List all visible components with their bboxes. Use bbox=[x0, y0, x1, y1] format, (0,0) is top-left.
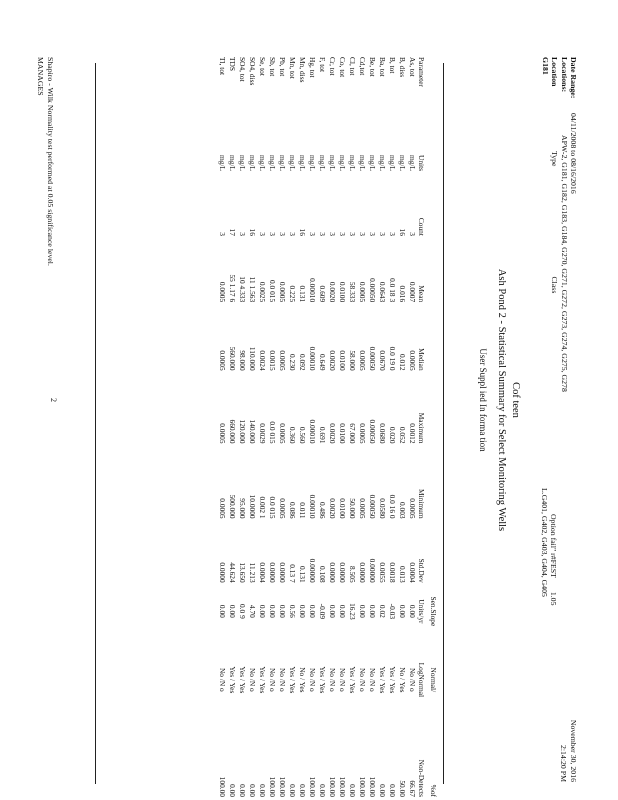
cell-units: mg/L bbox=[228, 155, 237, 172]
footer-rule bbox=[95, 63, 96, 784]
cell-minimum: 0.002 1 bbox=[258, 496, 267, 519]
cell-parameter: TDS bbox=[228, 57, 237, 71]
cell-maximum: 0.00010 bbox=[308, 419, 317, 444]
cell-nd: 100.00 bbox=[338, 776, 347, 797]
cell-count: 16 bbox=[248, 228, 257, 236]
cell-median: 0.00010 bbox=[308, 346, 317, 371]
cell-count: 3 bbox=[348, 232, 357, 236]
cell-count: 3 bbox=[288, 232, 297, 236]
cell-mean: 0.00050 bbox=[368, 278, 377, 303]
cell-units: mg/L bbox=[298, 155, 307, 172]
cell-minimum: 0.003 bbox=[398, 501, 407, 519]
locations-label: Locations: bbox=[559, 57, 569, 93]
cell-median: 0.0005 bbox=[278, 350, 287, 371]
title-line-2: Ash Pond 2 - Statistical Summary for Select Monitoring Wells bbox=[496, 268, 508, 532]
cell-maximum: 0.560 bbox=[298, 426, 307, 444]
cell-nd: 0.00 bbox=[288, 784, 297, 797]
cell-units: mg/L bbox=[358, 155, 367, 172]
cell-maximum: 0.0005 bbox=[358, 423, 367, 444]
cell-normal: No / Yes bbox=[398, 667, 407, 693]
cell-median: 98.000 bbox=[238, 350, 247, 371]
cell-parameter: Mn, diss bbox=[298, 57, 307, 83]
cell-minimum: 0.0580 bbox=[378, 498, 387, 519]
cell-count: 3 bbox=[308, 232, 317, 236]
cell-normal: Yes / Yes bbox=[288, 666, 297, 694]
cell-count: 3 bbox=[378, 232, 387, 236]
location-type-label: Type bbox=[550, 151, 560, 167]
cell-mean: 0.0020 bbox=[328, 281, 337, 303]
col-sen-slope-2: Units/yr bbox=[417, 599, 427, 624]
cell-normal: No /N o bbox=[268, 667, 277, 692]
cell-parameter: Cr, tot bbox=[328, 57, 337, 76]
table-row bbox=[367, 57, 377, 797]
cell-units: mg/L bbox=[398, 155, 407, 172]
table-row bbox=[297, 57, 307, 797]
cell-mean: 11 1.563 bbox=[248, 276, 257, 303]
cell-mean: 0.00010 bbox=[308, 278, 317, 303]
print-timestamp bbox=[559, 720, 578, 782]
cell-parameter: SO4, tot bbox=[238, 57, 247, 82]
cell-maximum: 0.0020 bbox=[328, 423, 337, 444]
cell-normal: No /N o bbox=[358, 667, 367, 692]
cell-count: 3 bbox=[238, 232, 247, 236]
table-row bbox=[337, 57, 347, 797]
cell-mean: 0.0 18 3 bbox=[388, 278, 397, 303]
date-range-label: Date Range: bbox=[569, 57, 578, 99]
cell-median: 0.649 bbox=[318, 354, 327, 371]
cell-median: 0.0005 bbox=[408, 350, 417, 371]
cell-maximum: 0.0100 bbox=[338, 423, 347, 444]
locations-value: APW-2, G181, G182, G183, G184, G270, G271, G272, G273, G274, G275, G278 bbox=[559, 135, 569, 392]
cell-normal: No /N o bbox=[328, 667, 337, 692]
cell-std-dev: 0.0055 bbox=[378, 562, 387, 583]
cell-mean: 58.333 bbox=[348, 281, 357, 303]
cell-normal: No /N o bbox=[248, 667, 257, 692]
cell-parameter: B, diss bbox=[398, 57, 407, 78]
cell-maximum: 0.691 bbox=[318, 426, 327, 444]
cell-normal: No /N o bbox=[218, 667, 227, 692]
table-row bbox=[407, 57, 417, 797]
cell-sen-slope: 0.0 9 bbox=[238, 603, 247, 619]
cell-minimum: 0.0005 bbox=[358, 498, 367, 519]
cell-std-dev: 0.0004 bbox=[258, 562, 267, 583]
cell-median: 110.000 bbox=[248, 346, 257, 371]
cell-nd: 0.00 bbox=[348, 784, 357, 797]
cell-nd: 0.00 bbox=[388, 784, 397, 797]
table-row bbox=[307, 57, 317, 797]
cell-sen-slope: 0.00 bbox=[258, 604, 267, 618]
cell-mean: 10 4.333 bbox=[238, 276, 247, 303]
cell-parameter: F, tot bbox=[318, 57, 327, 73]
cell-nd: 66.67 bbox=[408, 780, 417, 797]
cell-sen-slope: 0.00 bbox=[278, 604, 287, 618]
cell-sen-slope: 0.00 bbox=[298, 604, 307, 618]
cell-mean: 0.0005 bbox=[358, 281, 367, 303]
cell-minimum: 0.00010 bbox=[308, 494, 317, 519]
cell-minimum: 0.0 015 bbox=[268, 496, 277, 519]
cell-normal: Yes / Yes bbox=[378, 666, 387, 694]
cell-std-dev: 0.108 bbox=[318, 566, 327, 583]
cell-count: 3 bbox=[338, 232, 347, 236]
cell-std-dev: 0.00000 bbox=[308, 558, 317, 583]
cell-minimum: 500.000 bbox=[228, 494, 237, 519]
cell-median: 0.0100 bbox=[338, 350, 347, 371]
cell-median: 0.0 19 0 bbox=[388, 346, 397, 371]
g181-label: G181 bbox=[540, 57, 550, 75]
title-line-1: Cof teen bbox=[510, 382, 521, 418]
cell-minimum: 95.000 bbox=[238, 498, 247, 519]
statistics-table bbox=[217, 57, 439, 797]
cell-units: mg/L bbox=[368, 155, 377, 172]
option-line bbox=[549, 514, 558, 605]
cell-count: 17 bbox=[228, 228, 237, 236]
header-rule bbox=[443, 63, 444, 784]
cell-maximum: 660.000 bbox=[228, 419, 237, 444]
cell-parameter: Hg, tot bbox=[308, 57, 317, 78]
cell-units: mg/L bbox=[388, 155, 397, 172]
cell-maximum: 0.0005 bbox=[218, 423, 227, 444]
cell-count: 3 bbox=[408, 232, 417, 236]
cell-std-dev: 0.0018 bbox=[388, 562, 397, 583]
cell-nd: 100.00 bbox=[278, 776, 287, 797]
cell-units: mg/L bbox=[308, 155, 317, 172]
cell-count: 3 bbox=[318, 232, 327, 236]
col-units: Units bbox=[417, 155, 427, 172]
cell-mean: 0.016 bbox=[398, 285, 407, 303]
cell-minimum: 50.000 bbox=[348, 498, 357, 519]
cell-normal: No /N o bbox=[278, 667, 287, 692]
footer-manages: MANAGES bbox=[36, 57, 45, 96]
locations-line bbox=[559, 57, 568, 392]
cell-parameter: Tl, tot bbox=[218, 57, 227, 76]
cell-std-dev: 13.650 bbox=[238, 562, 247, 583]
cell-sen-slope: 0.00 bbox=[228, 604, 237, 618]
cell-sen-slope: 0.00 bbox=[398, 604, 407, 618]
cell-std-dev: 0.131 bbox=[298, 566, 307, 583]
cell-units: mg/L bbox=[338, 155, 347, 172]
table-row bbox=[247, 57, 257, 797]
cell-nd: 100.00 bbox=[268, 776, 277, 797]
cell-std-dev: 0.0000 bbox=[218, 562, 227, 583]
cell-nd: 50.00 bbox=[398, 780, 407, 797]
table-row bbox=[387, 57, 397, 797]
cell-minimum: 10.0000 bbox=[248, 494, 257, 519]
date-range-value: 04/11/2008 to 08/16/2016 bbox=[569, 113, 578, 194]
cell-mean: 0.0007 bbox=[408, 281, 417, 303]
cell-parameter: Cd,tot bbox=[358, 57, 367, 76]
footer-note: Shapiro - Wilk Normality test performed at 0.05 significance level. bbox=[46, 57, 55, 266]
cell-units: mg/L bbox=[348, 155, 357, 172]
cell-units: mg/L bbox=[408, 155, 417, 172]
cell-minimum: 0.0005 bbox=[218, 498, 227, 519]
cell-mean: 0.0005 bbox=[218, 281, 227, 303]
cell-parameter: B, tot bbox=[388, 57, 397, 74]
cell-sen-slope: 0.00 bbox=[408, 604, 417, 618]
print-date: November 30, 2016 bbox=[569, 719, 578, 782]
cell-parameter: Sb, tot bbox=[268, 57, 277, 77]
col-maximum: Maximum bbox=[417, 412, 427, 444]
cell-sen-slope: 0.00 bbox=[338, 604, 347, 618]
cell-parameter: Pb, tot bbox=[278, 57, 287, 77]
cell-sen-slope: 0.56 bbox=[288, 604, 297, 618]
cell-units: mg/L bbox=[258, 155, 267, 172]
cell-minimum: 0.086 bbox=[288, 501, 297, 519]
cell-normal: Yes / Yes bbox=[258, 666, 267, 694]
cell-units: mg/L bbox=[218, 155, 227, 172]
print-time: 2:14:20 PM bbox=[559, 744, 569, 782]
table-row bbox=[327, 57, 337, 797]
cell-median: 58.000 bbox=[348, 350, 357, 371]
cell-units: mg/L bbox=[238, 155, 247, 172]
cell-nd: 0.00 bbox=[238, 784, 247, 797]
g181-line bbox=[540, 57, 549, 392]
cell-maximum: 0.0029 bbox=[258, 423, 267, 444]
table-row bbox=[287, 57, 297, 797]
cell-normal: No / Yes bbox=[298, 667, 307, 693]
table-header-row-2 bbox=[417, 57, 429, 797]
cell-parameter: SO4, diss bbox=[248, 57, 257, 86]
cell-median: 0.012 bbox=[398, 354, 407, 371]
cell-count: 3 bbox=[258, 232, 267, 236]
cell-std-dev: 0.0000 bbox=[338, 562, 347, 583]
date-range-line bbox=[569, 57, 578, 392]
cell-nd: 0.00 bbox=[378, 784, 387, 797]
table-row bbox=[347, 57, 357, 797]
col-nd-1: %of bbox=[429, 784, 439, 797]
cell-nd: 100.00 bbox=[358, 776, 367, 797]
cell-mean: 0.609 bbox=[318, 285, 327, 303]
cell-maximum: 0.0012 bbox=[408, 423, 417, 444]
cell-parameter: Se, tot bbox=[258, 57, 267, 76]
cell-sen-slope: 0.00 bbox=[218, 604, 227, 618]
cell-maximum: 0.020 bbox=[388, 426, 397, 444]
cell-std-dev: 0.0000 bbox=[328, 562, 337, 583]
table-body bbox=[217, 57, 417, 797]
cell-std-dev: 8.505 bbox=[348, 566, 357, 583]
cell-median: 0.00050 bbox=[368, 346, 377, 371]
cell-units: mg/L bbox=[268, 155, 277, 172]
table-row bbox=[237, 57, 247, 797]
cell-units: mg/L bbox=[328, 155, 337, 172]
cell-median: 0.0024 bbox=[258, 350, 267, 371]
cell-units: mg/L bbox=[318, 155, 327, 172]
cell-units: mg/L bbox=[378, 155, 387, 172]
cell-parameter: Ba, tot bbox=[378, 57, 387, 77]
report-title bbox=[476, 0, 523, 800]
cell-maximum: 67.000 bbox=[348, 423, 357, 444]
cell-parameter: Mn, tot bbox=[288, 57, 297, 79]
option-label: Option fail" r#FEST bbox=[549, 514, 558, 578]
cell-mean: 0.131 bbox=[298, 285, 307, 303]
cell-minimum: 0.011 bbox=[298, 502, 307, 519]
cell-count: 3 bbox=[278, 232, 287, 236]
table-header-row-1 bbox=[429, 57, 439, 797]
cell-std-dev: 11.213 bbox=[248, 562, 257, 583]
col-std-dev: Std.Dev bbox=[417, 558, 427, 583]
title-line-3: User Suppl ied In forma tion bbox=[478, 348, 488, 452]
cell-median: 0.0005 bbox=[358, 350, 367, 371]
table-row bbox=[277, 57, 287, 797]
cell-nd: 100.00 bbox=[328, 776, 337, 797]
cell-nd: 0.00 bbox=[228, 784, 237, 797]
cell-std-dev: 0.00000 bbox=[368, 558, 377, 583]
table-row bbox=[217, 57, 227, 797]
cell-normal: No /N o bbox=[408, 667, 417, 692]
cell-median: 0.092 bbox=[298, 354, 307, 371]
cell-std-dev: 0.0004 bbox=[408, 562, 417, 583]
cell-maximum: 0.0 015 bbox=[268, 421, 277, 444]
cell-normal: No /N o bbox=[368, 667, 377, 692]
cell-nd: 100.00 bbox=[308, 776, 317, 797]
cell-nd: 0.00 bbox=[248, 784, 257, 797]
cell-sen-slope: 4.70 bbox=[248, 604, 257, 618]
table-row bbox=[267, 57, 277, 797]
cell-sen-slope: 0.00 bbox=[368, 604, 377, 618]
col-sen-slope-1: Sen.Slope bbox=[429, 596, 439, 627]
location-short: L.G401, G402, G403, G404, G405 bbox=[539, 488, 549, 597]
cell-minimum: 0.0100 bbox=[338, 498, 347, 519]
table-row bbox=[317, 57, 327, 797]
cell-parameter: As, tot bbox=[408, 57, 417, 77]
cell-mean: 0.0643 bbox=[378, 281, 387, 303]
cell-nd: 0.00 bbox=[318, 784, 327, 797]
table-row bbox=[227, 57, 237, 797]
col-median: Median bbox=[417, 348, 427, 371]
cell-minimum: 0.0005 bbox=[278, 498, 287, 519]
cell-minimum: 0.0020 bbox=[328, 498, 337, 519]
cell-normal: No /N o bbox=[338, 667, 347, 692]
cell-sen-slope: -0.03 bbox=[388, 603, 397, 620]
cell-sen-slope: 0.02 bbox=[378, 604, 387, 618]
cell-mean: 0.0100 bbox=[338, 281, 347, 303]
cell-nd: 0.00 bbox=[298, 784, 307, 797]
cell-count: 3 bbox=[328, 232, 337, 236]
cell-nd: 100.00 bbox=[218, 776, 227, 797]
cell-count: 3 bbox=[368, 232, 377, 236]
cell-maximum: 0.0680 bbox=[378, 423, 387, 444]
cell-median: 0.0670 bbox=[378, 350, 387, 371]
cell-normal: Yes / Yes bbox=[388, 666, 397, 694]
cell-count: 3 bbox=[218, 232, 227, 236]
location-line bbox=[550, 57, 559, 392]
cell-mean: 0.225 bbox=[288, 285, 297, 303]
cell-sen-slope: 0.00 bbox=[358, 604, 367, 618]
cell-median: 0.230 bbox=[288, 354, 297, 371]
cell-units: mg/L bbox=[278, 155, 287, 172]
cell-minimum: 0.0005 bbox=[408, 498, 417, 519]
cell-median: 560.000 bbox=[228, 346, 237, 371]
cell-maximum: 0.0005 bbox=[278, 423, 287, 444]
cell-normal: Yes / Yes bbox=[228, 666, 237, 694]
location-label: Location bbox=[550, 57, 560, 87]
table-row bbox=[257, 57, 267, 797]
cell-sen-slope: 16.23 bbox=[348, 603, 357, 620]
cell-count: 3 bbox=[268, 232, 277, 236]
cell-parameter: Co, tot bbox=[338, 57, 347, 78]
cell-mean: 0.0025 bbox=[258, 281, 267, 303]
option-block bbox=[539, 488, 558, 606]
cell-std-dev: 0.013 bbox=[398, 566, 407, 583]
cell-count: 3 bbox=[358, 232, 367, 236]
table-row bbox=[357, 57, 367, 797]
cell-maximum: 0.360 bbox=[288, 426, 297, 444]
cell-sen-slope: 0.00 bbox=[328, 604, 337, 618]
cell-normal: No /N o bbox=[308, 667, 317, 692]
cell-units: mg/L bbox=[248, 155, 257, 172]
cell-count: 16 bbox=[398, 228, 407, 236]
cell-std-dev: 0.0000 bbox=[358, 562, 367, 583]
option-value: 1.05 bbox=[549, 591, 558, 606]
cell-sen-slope: -0.09 bbox=[318, 603, 327, 620]
cell-minimum: 0.0 16 0 bbox=[388, 494, 397, 519]
cell-std-dev: 0.0000 bbox=[268, 562, 277, 583]
table-row bbox=[377, 57, 387, 797]
cell-std-dev: 0.13 7 bbox=[288, 564, 297, 583]
col-normal-1: Normal/ bbox=[429, 667, 439, 693]
cell-std-dev: 44.624 bbox=[228, 562, 237, 583]
cell-parameter: Be, tot bbox=[368, 57, 377, 77]
cell-units: mg/L bbox=[288, 155, 297, 172]
col-mean: Mean bbox=[417, 285, 427, 303]
cell-median: 0.0005 bbox=[218, 350, 227, 371]
table-row bbox=[397, 57, 407, 797]
cell-count: 16 bbox=[298, 228, 307, 236]
report-criteria bbox=[540, 57, 578, 392]
col-minimum: Minimum bbox=[417, 489, 427, 519]
cell-maximum: 120.000 bbox=[238, 419, 247, 444]
col-normal-2: LogNormal bbox=[417, 662, 427, 698]
cell-mean: 0.0 015 bbox=[268, 280, 277, 303]
cell-sen-slope: 0.00 bbox=[268, 604, 277, 618]
cell-normal: Yes / Yes bbox=[238, 666, 247, 694]
cell-count: 3 bbox=[388, 232, 397, 236]
cell-parameter: Cl, tot bbox=[348, 57, 357, 76]
col-count: Count bbox=[417, 217, 427, 236]
cell-median: 0.0015 bbox=[268, 350, 277, 371]
cell-maximum: 0.00050 bbox=[368, 419, 377, 444]
cell-maximum: 0.052 bbox=[398, 426, 407, 444]
cell-median: 0.0020 bbox=[328, 350, 337, 371]
cell-maximum: 140.000 bbox=[248, 419, 257, 444]
page-number: 2 bbox=[49, 398, 58, 402]
cell-minimum: 0.00050 bbox=[368, 494, 377, 519]
cell-nd: 0.00 bbox=[258, 784, 267, 797]
col-nd-2: Non-Detects bbox=[417, 759, 427, 797]
cell-normal: Yes / Yes bbox=[318, 666, 327, 694]
cell-mean: 55 1.17 6 bbox=[228, 274, 237, 303]
cell-normal: Yes / Yes bbox=[348, 666, 357, 694]
col-parameter: Parameter bbox=[417, 57, 427, 87]
cell-std-dev: 0.0000 bbox=[278, 562, 287, 583]
cell-mean: 0.0005 bbox=[278, 281, 287, 303]
class-label: Class bbox=[550, 276, 560, 294]
cell-sen-slope: 0.00 bbox=[308, 604, 317, 618]
cell-nd: 100.00 bbox=[368, 776, 377, 797]
cell-minimum: 0.486 bbox=[318, 501, 327, 519]
